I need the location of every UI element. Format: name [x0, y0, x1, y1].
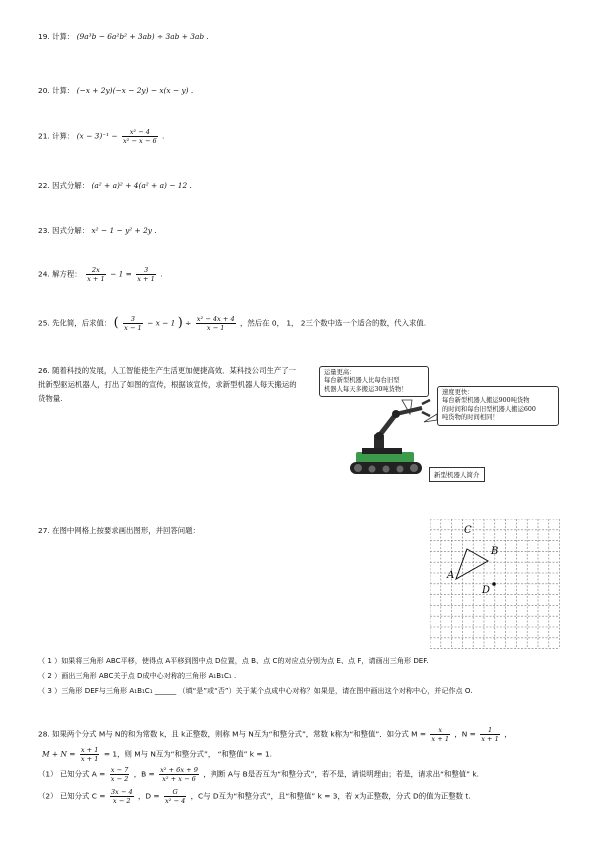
question-text-line: 批新型驱运机器人，打出了如图的宣传，根据该宣传，求新型机器人每天搬运的 [38, 380, 297, 389]
question-19 [38, 32, 209, 41]
bubble-tail [402, 400, 412, 414]
label-d: D [482, 585, 491, 596]
question-tail: ，然后在 0， 1， 2三个数中选一个适合的数，代入求值. [240, 318, 427, 328]
fraction: $\frac{x}{x + 1}$ [431, 726, 450, 744]
punctuation: . [160, 269, 163, 279]
question-label: 因式分解： [52, 226, 90, 235]
question-number: 28. [38, 729, 50, 739]
fraction: $\frac{\text{x² − 4x + 4}}{x - 1}$ [196, 315, 235, 333]
robot-joint [375, 432, 383, 440]
question-number: 19. [38, 32, 50, 41]
question-21 [38, 128, 164, 145]
speech-bubble-speed [437, 386, 559, 426]
question-text: （2） 已知分式 C = [38, 791, 106, 801]
math-expression: (a² + a)² + 4(a² + a) − 12 . [91, 181, 192, 190]
punctuation: . [162, 131, 165, 141]
question-number: 27. [38, 526, 50, 535]
question-label: 先化简，后求值： [52, 318, 112, 328]
question-label: 计算： [52, 86, 75, 95]
question-label: 因式分解： [52, 181, 90, 190]
math-expression: (−x + 2y)(−x − 2y) − x(x − y) . [76, 86, 194, 95]
robot-arm-segment [379, 414, 396, 436]
math-expression: (x − 3)⁻¹ − [76, 131, 118, 141]
math-expression: M + N = [42, 749, 76, 759]
close-paren: ) [177, 315, 183, 331]
question-28-part-2 [38, 788, 471, 805]
label-a: A [447, 570, 455, 581]
bubble-line: 机器人每天多搬运30吨货物！ [324, 385, 408, 393]
question-20 [38, 86, 193, 95]
question-text: ，B = [133, 769, 155, 779]
robot-arm-segment [396, 408, 422, 414]
math-expression: − 1 = [110, 269, 132, 279]
point-d [492, 582, 496, 586]
bubble-line: 速度更快： [442, 389, 474, 396]
math-expression: − x − 1 [147, 318, 176, 328]
robot-body-top [362, 448, 402, 454]
question-27-part-1: （ 1 ）如果将三角形 ABC平移，使得点 A平移到图中点 D位置，点 B、点 C的对应点分别为点 E、点 F，请画出三角形 DEF. [38, 656, 429, 665]
figure-caption: 新型机器人简介 [429, 467, 485, 482]
question-28-part-1 [38, 766, 479, 783]
question-28-line-1 [38, 726, 512, 743]
question-text-line: 货物量. [38, 394, 63, 403]
fraction: $\frac{x - 7}{x - 2}$ [110, 766, 129, 784]
question-25 [38, 315, 426, 332]
question-number: 22. [38, 181, 50, 190]
question-number: 24. [38, 269, 50, 279]
robot-joint [392, 410, 400, 418]
robot-body [356, 452, 414, 464]
question-text: 如果两个分式 M与 N的和为常数 k，且 k正整数，则称 M与 N互为“和整分式”，常数 k称为“和整值”．如分式 M = [52, 729, 427, 739]
question-24 [38, 266, 163, 283]
question-label: 计算： [52, 32, 75, 41]
fraction: $\frac{1}{x + 1}$ [481, 726, 499, 744]
bubble-line: 运量更高： [324, 369, 356, 376]
fraction: $\frac{\text{x² − 4}}{\text{x² − x − 6}}$ [122, 128, 157, 146]
question-number: 23. [38, 226, 50, 235]
label-b: B [491, 546, 499, 557]
math-expression: x² − 1 − y² + 2y . [91, 226, 157, 235]
question-text: ，C与 D互为“和整分式”，且“和整值” k = 3，若 x为正整数，分式 D的值为正整数 t. [190, 791, 471, 801]
bubble-line: 吨货物的时间相同！ [442, 414, 499, 422]
question-number: 26. [38, 366, 50, 375]
question-27 [38, 526, 200, 535]
question-22 [38, 181, 192, 190]
bubble-line: 每台新型机器人搬运900吨货物 [442, 397, 530, 405]
question-text: （1） 已知分式 A = [38, 769, 106, 779]
question-number: 20. [38, 86, 50, 95]
fraction: $\frac{2x}{x + 1}$ [87, 266, 105, 284]
fraction: $\frac{G}{\text{x² − 4}}$ [164, 788, 186, 806]
question-text: 在图中网格上按要求画出图形，并回答问题： [52, 526, 200, 535]
bubble-line: 每台新型机器人比每台旧型 [324, 377, 400, 385]
punctuation: ， [504, 729, 512, 739]
question-number: 25. [38, 318, 50, 328]
robot-arm-base [374, 434, 384, 456]
robot-gripper [422, 400, 430, 416]
open-paren: ( [113, 315, 119, 331]
fraction: $\frac{\text{x² + 6x + 9}}{\text{x² + x − 6}}$ [160, 766, 198, 784]
triangle-abc [456, 549, 488, 579]
question-27-part-3: （ 3 ）三角形 DEF与三角形 A₁B₁C₁ ______ （填“是”或“否”）关于某个点成中心对称？如果是，请在图中画出这个对称中心，并记作点 O. [38, 686, 473, 695]
fraction: $\frac{x + 1}{x + 1}$ [80, 746, 99, 764]
fraction: $\frac{3x - 4}{x - 2}$ [110, 788, 133, 806]
question-text: = 1，则 M与 N互为“和整分式”， “和整值” k = 1. [103, 749, 272, 759]
question-26 [38, 364, 297, 406]
question-label: 解方程： [52, 269, 82, 279]
robot-figure [316, 364, 556, 484]
math-expression: (9a³b − 6a²b² + 3ab) ÷ 3ab + 3ab . [76, 32, 209, 41]
grid-figure [430, 519, 560, 649]
question-text-line: 随着科技的发展，人工智能使生产生活更加便捷高效．某科技公司生产了一 [52, 366, 297, 375]
question-text: ，D = [138, 791, 160, 801]
bubble-line: 的时间和每台旧型机器人搬运600 [442, 405, 536, 413]
label-c: C [464, 525, 472, 536]
question-27-part-2: （ 2 ）画出三角形 ABC关于点 D成中心对称的三角形 A₁B₁C₁ . [38, 671, 237, 680]
speech-bubble-capacity [319, 366, 429, 397]
fraction: $\frac{3}{x - 1}$ [124, 315, 142, 333]
question-text: ，判断 A与 B是否互为“和整分式”，若不是，请说明理由；若是，请求出“和整值” k. [203, 769, 479, 779]
question-number: 21. [38, 131, 50, 141]
bubble-tail [424, 414, 437, 422]
division-sign: ÷ [185, 318, 192, 328]
question-label: 计算： [52, 131, 75, 141]
question-28-line-2 [42, 746, 272, 763]
question-text: ，N = [454, 729, 476, 739]
fraction: $\frac{3}{x + 1}$ [137, 266, 155, 284]
question-23 [38, 226, 157, 235]
robot-track [350, 462, 422, 474]
